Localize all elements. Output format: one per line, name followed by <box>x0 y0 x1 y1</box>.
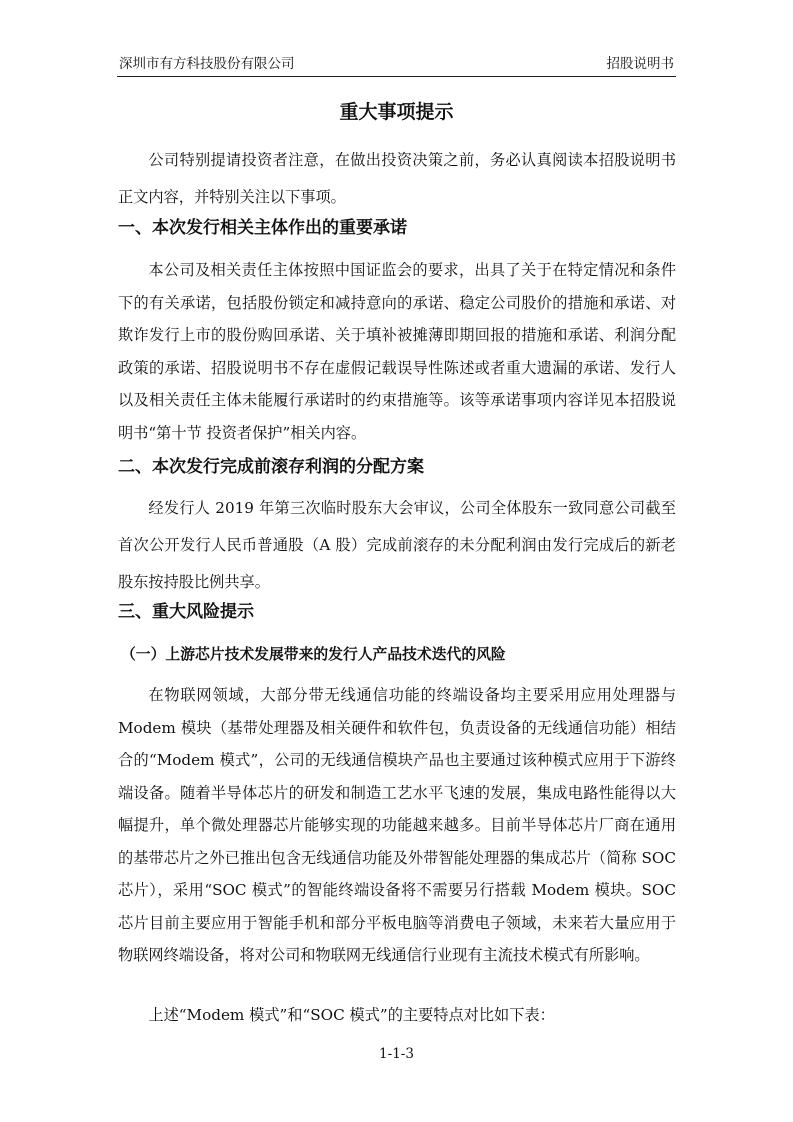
page-header <box>117 52 676 77</box>
section-1-body: 本公司及相关责任主体按照中国证监会的要求，出具了关于在特定情况和条件下的有关承诺，包括股份锁定和减持意向的承诺、稳定公司股价的措施和承诺、对欺诈发行上市的股份购回承诺、关于填补被摊薄即期回报的措施和承诺、利润分配政策的承诺、招股说明书不存在虚假记载误导性陈述或者重大遗漏的承诺、发行人以及相关责任主体未能履行承诺时的约束措施等。该等承诺事项内容详见本招股说明书“第十节 投资者保护”相关内容。 <box>118 261 676 442</box>
header-company: 深圳市有方科技股份有限公司 <box>119 56 295 72</box>
section-3-heading: 三、重大风险提示 <box>118 602 254 622</box>
header-doc-type: 招股说明书 <box>606 56 674 72</box>
section-2-body: 经发行人 2019 年第三次临时股东大会审议，公司全体股东一致同意公司截至首次公开发行人民币普通股（A 股）完成前滚存的未分配利润由发行完成后的新老股东按持股比例共享。 <box>118 499 676 591</box>
section-3-sub-1-body: 在物联网领域，大部分带无线通信功能的终端设备均主要采用应用处理器与 Modem 模块（基带处理器及相关硬件和软件包，负责设备的无线通信功能）相结合的“Modem 模式”，公司的无线通信模块产品也主要通过该种模式应用于下游终端设备。随着半导体芯片的研发和制造工艺水平飞速的发展，集成电路性能得以大幅提升，单个微处理器芯片能够实现的功能越来越多。目前半导体芯片厂商在通用的基带芯片之外已推出包含无线通信功能及外带智能处理器的集成芯片（简称 SOC 芯片），采用“SOC 模式”的智能终端设备将不需要另行搭载 Modem 模块。SOC 芯片目前主要应用于智能手机和部分平板电脑等消费电子领域，未来若大量应用于物联网终端设备，将对公司和物联网无线通信行业现有主流技术模式有所影响。 <box>118 686 676 964</box>
section-3-sub-1-heading: （一）上游芯片技术发展带来的发行人产品技术迭代的风险 <box>121 646 506 663</box>
section-2-heading: 二、本次发行完成前滚存利润的分配方案 <box>118 457 424 477</box>
table-intro: 上述“Modem 模式”和“SOC 模式”的主要特点对比如下表： <box>148 1006 555 1024</box>
section-1-heading: 一、本次发行相关主体作出的重要承诺 <box>118 218 407 238</box>
intro-paragraph: 公司特别提请投资者注意，在做出投资决策之前，务必认真阅读本招股说明书正文内容，并特别关注以下事项。 <box>118 151 676 206</box>
page-title: 重大事项提示 <box>339 101 454 123</box>
page-number: 1-1-3 <box>379 1046 414 1062</box>
